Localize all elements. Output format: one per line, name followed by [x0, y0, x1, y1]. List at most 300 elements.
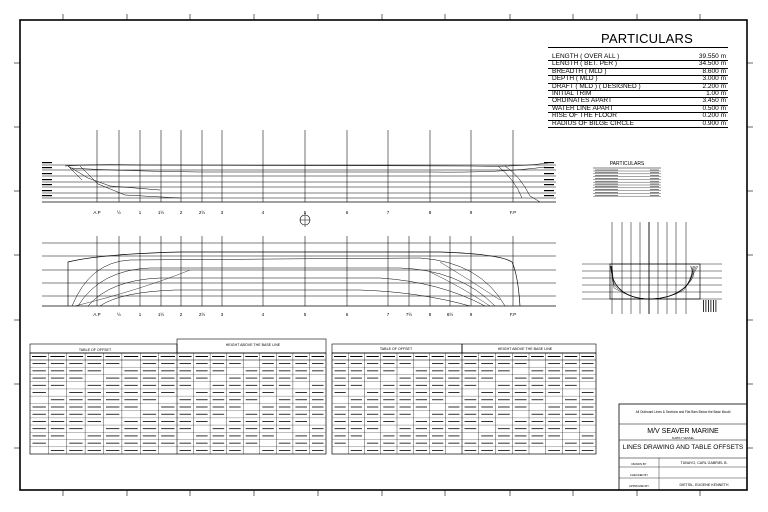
station-label: 7 [386, 312, 390, 317]
offset-table-left-cell [124, 450, 137, 451]
offset-table-right-cell [351, 363, 362, 364]
offset-table-left-cell [51, 363, 64, 364]
offset-table-right-cell [400, 436, 411, 437]
offset-table-right-col-header [367, 356, 379, 357]
title-block [619, 404, 747, 490]
offset-table-left-cell [51, 436, 64, 437]
particular-label: WATER LINE APART [552, 104, 614, 112]
offset-table-right-cell [548, 414, 560, 415]
offset-table-left-cell [262, 370, 274, 371]
offset-table-right-cell [515, 443, 527, 444]
offset-table-left-col-header [69, 356, 83, 357]
offset-table-left-cell [295, 363, 307, 364]
buttock-line [68, 166, 160, 190]
offset-table-right-cell [548, 392, 560, 393]
offset-table-right-cell [335, 363, 346, 364]
offset-table-right-cell [582, 378, 594, 379]
offset-table-left-cell [279, 399, 291, 400]
offset-table-left-cell [33, 436, 46, 437]
offset-table-left-cell [124, 370, 137, 371]
offset-table-right-cell [515, 385, 527, 386]
offset-table-right-cell [582, 363, 594, 364]
offset-table-right-cell [400, 385, 411, 386]
offset-table-right-cell [416, 385, 427, 386]
offset-table-right-cell [432, 443, 443, 444]
offset-table-right-cell [448, 378, 459, 379]
offset-table-right-cell [367, 399, 378, 400]
offset-table-left-cell [106, 363, 119, 364]
offset-table-right-cell [498, 407, 510, 408]
body-label-strip [706, 300, 707, 312]
offset-table-right-cell [416, 421, 427, 422]
station-label: 1½ [157, 210, 165, 215]
offset-table-left-col-header [50, 356, 64, 357]
offset-table-right-cell [465, 428, 477, 429]
station-label: 2½ [198, 312, 206, 317]
waterline-tag [544, 184, 554, 185]
offset-table-right-cell [548, 385, 560, 386]
offset-table-left-cell [229, 450, 241, 451]
offset-table-left-cell [213, 414, 225, 415]
offset-table-left-cell [180, 407, 192, 408]
offset-table-left-cell [88, 363, 101, 364]
offset-table-left-col-header [106, 356, 120, 357]
offset-table-left-cell [196, 414, 208, 415]
offset-table-right-cell [532, 370, 544, 371]
offset-table-right-cell [448, 363, 459, 364]
station-label: 8½ [446, 312, 454, 317]
offset-table-right-cell [582, 436, 594, 437]
offset-table-right-col-header [334, 356, 346, 357]
offset-table-left-cell [213, 407, 225, 408]
offset-table-right-cell [565, 443, 577, 444]
offset-table-right-col-header [464, 356, 477, 357]
offset-table-left-cell [312, 370, 324, 371]
offset-table-right-cell [335, 407, 346, 408]
offset-table-left-cell [124, 436, 137, 437]
offset-table-right-cell [532, 436, 544, 437]
body-label-strip [711, 300, 712, 312]
offset-table-right-cell [400, 378, 411, 379]
offset-table-right-cell [367, 428, 378, 429]
offset-table-right-col-header [514, 356, 527, 357]
offset-table-left-cell [51, 414, 64, 415]
offset-table-right-cell [448, 407, 459, 408]
offset-table-left-cell [295, 421, 307, 422]
offset-table-right-cell [582, 407, 594, 408]
offset-table-left-col-header [278, 356, 291, 357]
offset-table-right-cell [565, 378, 577, 379]
offset-table-left-cell [196, 450, 208, 451]
station-label: 3 [220, 312, 224, 317]
body-label-strip [703, 300, 704, 312]
offset-table-right-cell [481, 392, 493, 393]
offset-table-right-cell [548, 436, 560, 437]
offset-table-left-cell [279, 443, 291, 444]
station-label: A.P [93, 210, 101, 215]
offset-table-right-cell [465, 370, 477, 371]
offset-table-left-cell [88, 414, 101, 415]
offset-table-left-cell [33, 370, 46, 371]
offset-table-right-cell [416, 450, 427, 451]
station-label: F.P [509, 312, 517, 317]
offset-table-right-cell [498, 436, 510, 437]
offset-table-right-cell [582, 450, 594, 451]
offset-table-right-cell [351, 370, 362, 371]
offset-table-left-cell [161, 436, 174, 437]
offset-table-left-cell [246, 443, 258, 444]
offset-table-left-cell [279, 385, 291, 386]
body-plan [582, 222, 722, 314]
offset-table-left-cell [295, 450, 307, 451]
offset-table-left-col-header [32, 356, 46, 357]
diagonal-line [440, 262, 500, 300]
offset-table-left-cell [246, 436, 258, 437]
vessel-type: SUPPLY VESSEL [671, 436, 695, 440]
offset-table-right-cell [335, 443, 346, 444]
particular-value: 1.00 m [706, 90, 726, 98]
offset-table-left-cell [229, 399, 241, 400]
offset-table-left-cell [88, 370, 101, 371]
diagonal-line [430, 272, 490, 306]
offset-table-right-cell [367, 378, 378, 379]
offset-table-left-cell [88, 436, 101, 437]
offset-table-right-cell [351, 378, 362, 379]
particular-value: 3.000 m [702, 75, 726, 83]
offset-table-right-cell [548, 363, 560, 364]
offset-table-left-cell [161, 414, 174, 415]
offset-table-right-cell [481, 407, 493, 408]
offset-table-left-cell [246, 399, 258, 400]
particular-label: LENGTH ( OVER ALL ) [552, 53, 620, 60]
waterline-tag [42, 179, 52, 180]
offset-table-right-cell [465, 421, 477, 422]
offset-table-right-cell [582, 399, 594, 400]
drawing-title: LINES DRAWING AND TABLE OFFSETS [622, 444, 744, 451]
station-label: 4 [261, 312, 265, 317]
particular-value: 0.900 m [702, 119, 726, 127]
small-particulars-table [593, 161, 661, 196]
particulars-panel [548, 30, 728, 128]
offset-table-right-cell [383, 450, 394, 451]
offset-table-right-col-header [481, 356, 494, 357]
station-label: 1 [138, 210, 142, 215]
offset-table-left-cell [106, 407, 119, 408]
waterline-tag [42, 173, 52, 174]
offset-table-right-cell [400, 428, 411, 429]
offset-table-right-cell [565, 399, 577, 400]
offset-table-left-cell [246, 421, 258, 422]
offset-table-right-col-header [565, 356, 578, 357]
offset-table-left-cell [229, 421, 241, 422]
offset-table-left-cell [161, 443, 174, 444]
offset-table-right-cell [383, 436, 394, 437]
particular-value: 8.600 m [702, 67, 726, 75]
offset-table-left-cell [196, 421, 208, 422]
offset-table-left-cell [143, 443, 156, 444]
offset-table-right-cell [465, 450, 477, 451]
offset-table-left-cell [262, 385, 274, 386]
offset-table-left-cell [279, 414, 291, 415]
offset-table-left-cell [180, 421, 192, 422]
offset-table-left-cell [124, 392, 137, 393]
offset-table-left-cell [106, 428, 119, 429]
offset-table-left-cell [213, 436, 225, 437]
offset-table-left-cell [161, 370, 174, 371]
offset-table-right-cell [383, 421, 394, 422]
offset-table-right-cell [432, 436, 443, 437]
offset-table-left-cell [295, 443, 307, 444]
offset-table-right-cell [515, 363, 527, 364]
offset-table-left-cell [262, 450, 274, 451]
offset-table-left-cell [246, 428, 258, 429]
offset-table-left-cell [88, 399, 101, 400]
offset-table-left-cell [279, 370, 291, 371]
offset-table-right-cell [383, 407, 394, 408]
particular-value: 39.550 m [698, 53, 726, 60]
offset-table-left-cell [262, 436, 274, 437]
offset-table-right-cell [367, 421, 378, 422]
checked-by-label: CHECKED BY [629, 473, 649, 477]
offset-table-right-cell [335, 436, 346, 437]
particulars-rows [548, 54, 728, 128]
offset-table-left-cell [312, 436, 324, 437]
offset-table-right-cell [383, 443, 394, 444]
title-block-note: All Outboard Lines & Sections and Flat Bars Below the Base Mould [635, 410, 731, 414]
offset-table-left-cell [180, 428, 192, 429]
offset-table-left-cell [213, 392, 225, 393]
waterline-tag [544, 195, 554, 196]
offset-table-left-cell [88, 450, 101, 451]
offset-table-right-cell [432, 385, 443, 386]
offset-table-left-cell [33, 363, 46, 364]
offset-table-right-cell [335, 392, 346, 393]
offset-table-left-cell [33, 392, 46, 393]
offset-table-left-cell [143, 450, 156, 451]
offset-table-left-cell [143, 392, 156, 393]
station-label: 9 [469, 210, 473, 215]
waterline-curve [100, 290, 470, 306]
offset-table-right-cell [448, 392, 459, 393]
waterline-tag [42, 195, 52, 196]
offset-table-right-cell [582, 443, 594, 444]
offset-table-left-cell [295, 399, 307, 400]
half-breadth-plan [42, 236, 556, 317]
offset-table-right-cell [383, 385, 394, 386]
offset-table-left-cell [229, 407, 241, 408]
offset-table-right-cell [432, 378, 443, 379]
offset-table-left-cell [69, 370, 82, 371]
offset-table-right-cell [515, 399, 527, 400]
offset-table-right-cell [351, 399, 362, 400]
offset-table-right-cell [515, 450, 527, 451]
offset-table-left-cell [213, 363, 225, 364]
offset-table-right-cell [335, 414, 346, 415]
approved-by-label: APPROVED BY [628, 484, 650, 488]
offset-table-left-cell [69, 407, 82, 408]
offset-table-left-cell [262, 378, 274, 379]
offset-table-right-cell [383, 370, 394, 371]
offset-table-left-cell [33, 428, 46, 429]
offset-table-right-cell [515, 378, 527, 379]
offset-table-left-cell [312, 399, 324, 400]
offset-table-left-col-header [161, 356, 175, 357]
offset-table-right-cell [335, 385, 346, 386]
offset-table-left-cell [180, 363, 192, 364]
offset-table-left-cell [180, 450, 192, 451]
offset-table-left-col-header [124, 356, 138, 357]
offset-table-left-cell [161, 428, 174, 429]
offset-table-left-cell [106, 443, 119, 444]
offset-table-right-cell [498, 428, 510, 429]
offset-table-left-cell [106, 378, 119, 379]
offset-table-right-cell [448, 370, 459, 371]
offset-table-left-cell [213, 450, 225, 451]
offset-table-left-cell [69, 414, 82, 415]
offset-table-right-cell [515, 428, 527, 429]
offset-table-right-cell [498, 450, 510, 451]
offset-table-left-cell [51, 370, 64, 371]
particular-label: ORDINATES APART [552, 97, 612, 105]
offset-table-right-col-header [498, 356, 511, 357]
offset-table-right-cell [351, 436, 362, 437]
offset-table-left-cell [143, 428, 156, 429]
offset-table-right-cell [367, 392, 378, 393]
offset-table-left-cell [143, 378, 156, 379]
offset-table-right-cell [465, 407, 477, 408]
offset-table-left-cell [196, 392, 208, 393]
offset-table-left-cell [229, 436, 241, 437]
offset-table-left-cell [213, 428, 225, 429]
offset-table-right-col-header [531, 356, 544, 357]
offset-table-left-cell [161, 407, 174, 408]
offset-table-right-cell [548, 450, 560, 451]
offset-table-left-col-header [142, 356, 156, 357]
offset-table-left-cell [279, 378, 291, 379]
offset-table-right-cell [465, 414, 477, 415]
waterline-tag [544, 190, 554, 191]
offset-table-right-cell [498, 392, 510, 393]
offset-table-right-col-header [548, 356, 561, 357]
offset-table-left-col-header [196, 356, 209, 357]
particular-value: 2.200 m [702, 82, 726, 90]
offset-table-left-cell [161, 421, 174, 422]
offset-table-right-cell [351, 407, 362, 408]
offset-table-left-cell [106, 436, 119, 437]
offset-table-left-cell [33, 385, 46, 386]
offset-table-right-col-header [448, 356, 460, 357]
station-label: A.P [93, 312, 101, 317]
offset-table-left-cell [196, 436, 208, 437]
offset-table-left-cell [295, 436, 307, 437]
offset-table-right-col-header [383, 356, 395, 357]
offset-table-left-cell [143, 421, 156, 422]
offset-table-right-cell [351, 385, 362, 386]
offset-table-right-cell [515, 392, 527, 393]
offset-table-left-cell [246, 370, 258, 371]
offset-table-right-cell [515, 407, 527, 408]
offset-table-left-cell [196, 363, 208, 364]
station-label: ½ [117, 312, 121, 317]
offset-table-right-cell [432, 414, 443, 415]
offset-table-left-cell [88, 392, 101, 393]
offset-table-right-cell [416, 370, 427, 371]
offset-table-left-cell [143, 363, 156, 364]
offset-table-left-cell [312, 407, 324, 408]
offset-table-right-cell [565, 414, 577, 415]
offset-table-right-cell [367, 363, 378, 364]
offset-table-left-cell [213, 370, 225, 371]
offset-table-left-cell [196, 399, 208, 400]
offset-table-left-col-header [212, 356, 225, 357]
drawn-by-name: TUNAYO, CARL GABRIEL B. [680, 461, 728, 465]
offset-table-left-cell [124, 407, 137, 408]
offset-table-left-cell [143, 370, 156, 371]
waterline-tag [544, 162, 554, 163]
offset-table-left-cell [180, 443, 192, 444]
offset-table-left-cell [106, 450, 119, 451]
offset-table-left-cell [124, 428, 137, 429]
offset-table-right-cell [448, 436, 459, 437]
body-label-strip [708, 300, 709, 312]
offset-table-left-cell [295, 414, 307, 415]
body-outline [610, 264, 700, 299]
offset-table-left-cell [33, 414, 46, 415]
offset-table-left-cell [69, 450, 82, 451]
offset-table-right-cell [498, 363, 510, 364]
offset-table-right-cell [532, 385, 544, 386]
offset-table-right-cell [532, 399, 544, 400]
offset-table-left-cell [51, 378, 64, 379]
offset-table-right-cell [465, 363, 477, 364]
offset-table-right-cell [432, 450, 443, 451]
offset-table-right-cell [481, 450, 493, 451]
offset-table-right-cell [481, 421, 493, 422]
offset-table-right-cell [351, 428, 362, 429]
waterline-tag [544, 179, 554, 180]
offset-table-right-cell [400, 407, 411, 408]
offset-table-left-cell [106, 385, 119, 386]
offset-table-right-cell [548, 370, 560, 371]
offset-table-left-cell [161, 378, 174, 379]
offset-table-right-cell [367, 414, 378, 415]
offset-table-left-cell [124, 378, 137, 379]
offset-table-left-cell [180, 385, 192, 386]
particular-label: RISE OF THE FLOOR [552, 112, 617, 120]
offset-table-right-cell [481, 363, 493, 364]
offset-table-left-cell [279, 428, 291, 429]
waterline-tag [544, 167, 554, 168]
height-table-left-title: HEIGHT ABOVE THE BASE LINE [225, 343, 281, 347]
offset-table-right-cell [582, 414, 594, 415]
offset-table-left-cell [312, 443, 324, 444]
offset-table-right-cell [383, 363, 394, 364]
offset-table-right-cell [416, 436, 427, 437]
offset-table-left-cell [180, 399, 192, 400]
waterline-tag [42, 162, 52, 163]
station-label: 8 [428, 210, 432, 215]
offset-table-left-cell [229, 428, 241, 429]
offset-table-right-cell [416, 428, 427, 429]
offset-table-left-cell [213, 443, 225, 444]
offset-table-right-cell [498, 414, 510, 415]
offset-table-right-cell [416, 378, 427, 379]
particular-value: 0.500 m [702, 104, 726, 112]
offset-table-right-cell [498, 385, 510, 386]
offset-table-left-cell [143, 414, 156, 415]
offset-table-right-cell [515, 421, 527, 422]
offset-table-right-cell [351, 450, 362, 451]
